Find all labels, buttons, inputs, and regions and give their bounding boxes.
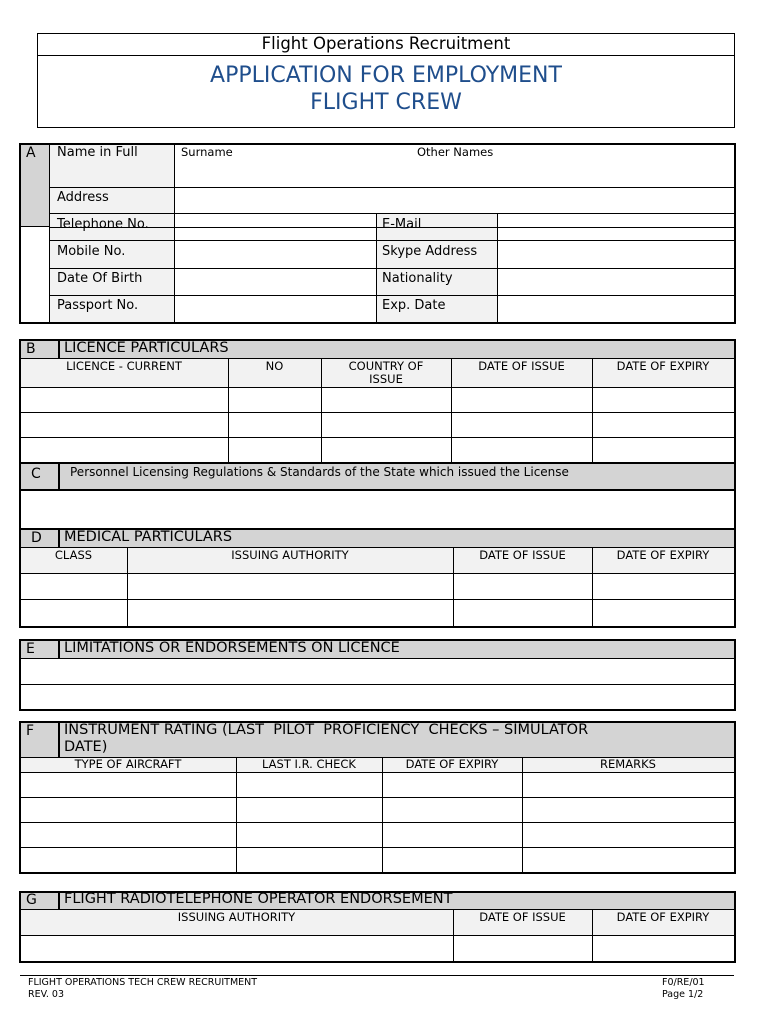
exp-date-field[interactable] bbox=[499, 297, 732, 321]
d-row-1[interactable] bbox=[22, 575, 732, 598]
address-label: Address bbox=[57, 190, 109, 205]
b-row-1[interactable] bbox=[22, 389, 732, 411]
section-a-letter: A bbox=[26, 145, 36, 161]
f-row-2[interactable] bbox=[22, 799, 732, 821]
passport-label: Passport No. bbox=[57, 298, 139, 313]
b-col-date-expiry: DATE OF EXPIRY bbox=[616, 359, 710, 373]
b-row-3[interactable] bbox=[22, 439, 732, 461]
b-col-country: COUNTRY OF ISSUE bbox=[348, 359, 424, 386]
section-c-letter: C bbox=[31, 466, 41, 482]
email-field[interactable] bbox=[499, 215, 732, 239]
f-col-date-expiry: DATE OF EXPIRY bbox=[405, 757, 499, 771]
surname-label: Surname bbox=[181, 145, 233, 159]
footer-left-line2: REV. 03 bbox=[28, 989, 65, 1000]
email-label: E-Mail bbox=[382, 217, 422, 232]
nationality-label: Nationality bbox=[382, 271, 453, 286]
exp-date-label: Exp. Date bbox=[382, 298, 446, 313]
e-row-1[interactable] bbox=[22, 660, 732, 683]
name-in-full-label: Name in Full bbox=[57, 145, 138, 160]
nationality-field[interactable] bbox=[499, 270, 732, 294]
section-f-letter: F bbox=[26, 723, 35, 739]
g-col-date-expiry: DATE OF EXPIRY bbox=[616, 910, 710, 924]
telephone-label: Telephone No. bbox=[57, 217, 149, 232]
footer-rule bbox=[20, 975, 734, 976]
section-c-title: Personnel Licensing Regulations & Standards of the State which issued the License bbox=[70, 465, 569, 479]
section-f-title-line2: DATE) bbox=[64, 739, 108, 755]
section-d-letter: D bbox=[31, 530, 42, 546]
f-row-3[interactable] bbox=[22, 824, 732, 846]
footer-right-line1: F0/RE/01 bbox=[662, 977, 705, 988]
mobile-label: Mobile No. bbox=[57, 244, 126, 259]
name-in-full-field[interactable] bbox=[176, 160, 732, 186]
skype-field[interactable] bbox=[499, 242, 732, 267]
mobile-field[interactable] bbox=[176, 242, 374, 267]
g-col-authority: ISSUING AUTHORITY bbox=[177, 910, 296, 924]
section-g-letter: G bbox=[26, 892, 37, 908]
dob-label: Date Of Birth bbox=[57, 271, 143, 286]
d-row-2[interactable] bbox=[22, 601, 732, 625]
section-g-title: FLIGHT RADIOTELEPHONE OPERATOR ENDORSEMENT bbox=[64, 891, 453, 907]
b-col-licence: LICENCE - CURRENT bbox=[66, 359, 182, 373]
footer-left-line1: FLIGHT OPERATIONS TECH CREW RECRUITMENT bbox=[28, 977, 258, 988]
g-col-date-issue: DATE OF ISSUE bbox=[479, 910, 566, 924]
section-d-title: MEDICAL PARTICULARS bbox=[64, 529, 233, 545]
section-e-title: LIMITATIONS OR ENDORSEMENTS ON LICENCE bbox=[64, 640, 400, 656]
f-col-last-ir: LAST I.R. CHECK bbox=[262, 757, 356, 771]
skype-label: Skype Address bbox=[382, 244, 478, 259]
section-b-letter: B bbox=[26, 341, 36, 357]
d-col-date-expiry: DATE OF EXPIRY bbox=[616, 548, 710, 562]
f-row-1[interactable] bbox=[22, 774, 732, 796]
form-title-line1: APPLICATION FOR EMPLOYMENT bbox=[210, 63, 562, 88]
d-col-authority: ISSUING AUTHORITY bbox=[231, 548, 349, 562]
f-col-aircraft: TYPE OF AIRCRAFT bbox=[74, 757, 182, 771]
e-row-2[interactable] bbox=[22, 686, 732, 709]
section-f-title-line1: INSTRUMENT RATING (LAST PILOT PROFICIENCY CHECKS – SIMULATOR bbox=[64, 722, 589, 738]
section-b-title: LICENCE PARTICULARS bbox=[64, 340, 229, 356]
passport-field[interactable] bbox=[176, 297, 374, 321]
address-field[interactable] bbox=[176, 189, 732, 212]
b-col-no: NO bbox=[265, 359, 284, 373]
c-regulations-field[interactable] bbox=[22, 491, 732, 527]
f-row-4[interactable] bbox=[22, 849, 732, 871]
b-row-2[interactable] bbox=[22, 414, 732, 436]
telephone-field[interactable] bbox=[176, 215, 374, 239]
d-col-class: CLASS bbox=[54, 548, 93, 562]
d-col-date-issue: DATE OF ISSUE bbox=[479, 548, 566, 562]
footer-right-line2: Page 1/2 bbox=[662, 989, 704, 1000]
org-title: Flight Operations Recruitment bbox=[261, 34, 511, 53]
dob-field[interactable] bbox=[176, 270, 374, 294]
other-names-label: Other Names bbox=[417, 145, 494, 159]
b-col-date-issue: DATE OF ISSUE bbox=[478, 359, 565, 373]
form-title-line2: FLIGHT CREW bbox=[310, 90, 462, 115]
header-divider bbox=[37, 55, 735, 56]
section-e-letter: E bbox=[26, 641, 35, 657]
f-col-remarks: REMARKS bbox=[600, 757, 656, 771]
g-row-1[interactable] bbox=[22, 937, 732, 960]
